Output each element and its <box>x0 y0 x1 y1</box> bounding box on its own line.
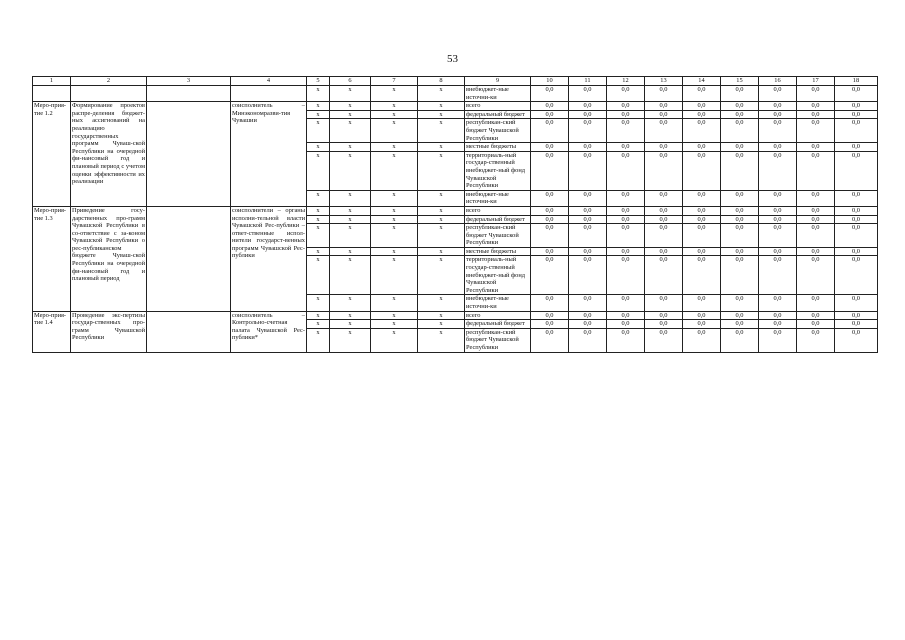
value-cell: 0,0 <box>759 190 797 206</box>
x-mark-cell: х <box>418 215 465 224</box>
x-mark-cell: х <box>418 151 465 190</box>
value-cell: 0,0 <box>797 86 835 102</box>
value-cell: 0,0 <box>835 224 878 248</box>
value-cell: 0,0 <box>645 295 683 311</box>
x-mark-cell: х <box>307 215 330 224</box>
value-cell: 0,0 <box>607 86 645 102</box>
column-number: 6 <box>330 77 371 86</box>
x-mark-cell: х <box>307 119 330 143</box>
x-mark-cell: х <box>371 224 418 248</box>
value-cell: 0,0 <box>759 295 797 311</box>
x-mark-cell: х <box>307 328 330 352</box>
value-cell: 0,0 <box>645 86 683 102</box>
value-cell: 0,0 <box>683 295 721 311</box>
column-number: 10 <box>531 77 569 86</box>
x-mark-cell: х <box>307 102 330 111</box>
value-cell: 0,0 <box>835 151 878 190</box>
measure-code: Меро-прия-тие 1.2 <box>33 102 71 207</box>
x-mark-cell: х <box>418 247 465 256</box>
value-cell: 0,0 <box>683 215 721 224</box>
funding-source: всего <box>465 311 531 320</box>
value-cell: 0,0 <box>759 215 797 224</box>
value-cell: 0,0 <box>531 102 569 111</box>
empty-cell <box>231 86 307 102</box>
x-mark-cell: х <box>330 102 371 111</box>
value-cell: 0,0 <box>835 247 878 256</box>
measure-col-3 <box>147 311 231 352</box>
x-mark-cell: х <box>330 151 371 190</box>
funding-source: территориаль-ный государ-ственный внебюджет-ный фонд Чувашской Республики <box>465 256 531 295</box>
x-mark-cell: х <box>371 110 418 119</box>
x-mark-cell: х <box>307 256 330 295</box>
x-mark-cell: х <box>307 190 330 206</box>
value-cell: 0,0 <box>683 86 721 102</box>
x-mark-cell: х <box>371 295 418 311</box>
value-cell: 0,0 <box>569 295 607 311</box>
measure-executor: соисполнитель – Контрольно-счетная палата Чувашской Рес-публики* <box>231 311 307 352</box>
x-mark-cell: х <box>418 295 465 311</box>
x-mark-cell: х <box>307 224 330 248</box>
value-cell: 0,0 <box>683 151 721 190</box>
value-cell: 0,0 <box>569 110 607 119</box>
value-cell: 0,0 <box>759 256 797 295</box>
value-cell: 0,0 <box>721 247 759 256</box>
value-cell: 0,0 <box>759 143 797 152</box>
x-mark-cell: х <box>418 206 465 215</box>
x-mark-cell: х <box>330 247 371 256</box>
x-mark-cell: х <box>371 86 418 102</box>
x-mark-cell: х <box>371 143 418 152</box>
measure-name: Формирование проектов распре-деления бюджет-ных ассигнований на реализацию государственных программ Чуваш-ской Республики на очередной фи-нансовый год и плановый период с учетом оценки эффективности их реализации <box>71 102 147 207</box>
value-cell: 0,0 <box>759 119 797 143</box>
value-cell: 0,0 <box>645 215 683 224</box>
column-number: 4 <box>231 77 307 86</box>
x-mark-cell: х <box>330 295 371 311</box>
measure-col-3 <box>147 206 231 311</box>
x-mark-cell: х <box>371 256 418 295</box>
value-cell: 0,0 <box>569 311 607 320</box>
x-mark-cell: х <box>418 119 465 143</box>
value-cell: 0,0 <box>531 215 569 224</box>
value-cell: 0,0 <box>531 151 569 190</box>
value-cell: 0,0 <box>607 311 645 320</box>
column-number: 14 <box>683 77 721 86</box>
funding-source: республикан-ский бюджет Чувашской Республики <box>465 119 531 143</box>
value-cell: 0,0 <box>607 320 645 329</box>
x-mark-cell: х <box>307 143 330 152</box>
value-cell: 0,0 <box>569 143 607 152</box>
budget-table <box>32 76 878 353</box>
x-mark-cell: х <box>371 206 418 215</box>
x-mark-cell: х <box>371 320 418 329</box>
value-cell: 0,0 <box>683 224 721 248</box>
funding-source: всего <box>465 102 531 111</box>
x-mark-cell: х <box>307 311 330 320</box>
measure-name: Проведение экс-пертизы государ-ственных про-грамм Чувашской Республики <box>71 311 147 352</box>
funding-source: внебюджет-ные источни-ки <box>465 295 531 311</box>
x-mark-cell: х <box>330 320 371 329</box>
value-cell: 0,0 <box>531 224 569 248</box>
x-mark-cell: х <box>330 224 371 248</box>
value-cell: 0,0 <box>683 206 721 215</box>
value-cell: 0,0 <box>645 328 683 352</box>
value-cell: 0,0 <box>569 328 607 352</box>
value-cell: 0,0 <box>759 110 797 119</box>
value-cell: 0,0 <box>835 295 878 311</box>
x-mark-cell: х <box>418 256 465 295</box>
value-cell: 0,0 <box>531 295 569 311</box>
x-mark-cell: х <box>330 119 371 143</box>
value-cell: 0,0 <box>759 86 797 102</box>
value-cell: 0,0 <box>797 110 835 119</box>
value-cell: 0,0 <box>683 247 721 256</box>
value-cell: 0,0 <box>645 102 683 111</box>
x-mark-cell: х <box>330 328 371 352</box>
value-cell: 0,0 <box>569 320 607 329</box>
value-cell: 0,0 <box>683 190 721 206</box>
value-cell: 0,0 <box>607 151 645 190</box>
value-cell: 0,0 <box>607 110 645 119</box>
value-cell: 0,0 <box>835 320 878 329</box>
measure-executor: соисполнители – органы исполни-тельной власти Чувашской Рес-публики – ответ-ственные испол-нители государст-венных программ Чувашской Рес-публики <box>231 206 307 311</box>
value-cell: 0,0 <box>759 151 797 190</box>
value-cell: 0,0 <box>721 328 759 352</box>
value-cell: 0,0 <box>683 102 721 111</box>
value-cell: 0,0 <box>835 311 878 320</box>
value-cell: 0,0 <box>797 151 835 190</box>
value-cell: 0,0 <box>721 110 759 119</box>
value-cell: 0,0 <box>569 86 607 102</box>
value-cell: 0,0 <box>531 320 569 329</box>
value-cell: 0,0 <box>835 102 878 111</box>
measure-name: Приведение госу-дарственных про-грамм Чувашской Республики в со-ответствие с за-коном Чувашской Республики о рес-публиканском бюджете Чуваш-ской Республики на очередной фи-нансовый год и плановый период <box>71 206 147 311</box>
column-number: 9 <box>465 77 531 86</box>
value-cell: 0,0 <box>645 110 683 119</box>
value-cell: 0,0 <box>721 320 759 329</box>
page-number: 53 <box>447 53 458 65</box>
table-row <box>33 86 878 102</box>
value-cell: 0,0 <box>531 86 569 102</box>
x-mark-cell: х <box>371 190 418 206</box>
column-number: 3 <box>147 77 231 86</box>
value-cell: 0,0 <box>645 247 683 256</box>
value-cell: 0,0 <box>569 224 607 248</box>
value-cell: 0,0 <box>759 206 797 215</box>
value-cell: 0,0 <box>797 256 835 295</box>
value-cell: 0,0 <box>797 206 835 215</box>
value-cell: 0,0 <box>721 295 759 311</box>
x-mark-cell: х <box>307 295 330 311</box>
table-row <box>33 102 878 111</box>
value-cell: 0,0 <box>531 119 569 143</box>
value-cell: 0,0 <box>645 224 683 248</box>
x-mark-cell: х <box>307 86 330 102</box>
column-number: 5 <box>307 77 330 86</box>
x-mark-cell: х <box>371 119 418 143</box>
value-cell: 0,0 <box>569 102 607 111</box>
value-cell: 0,0 <box>797 295 835 311</box>
x-mark-cell: х <box>330 215 371 224</box>
value-cell: 0,0 <box>683 320 721 329</box>
funding-source: федеральный бюджет <box>465 215 531 224</box>
value-cell: 0,0 <box>721 86 759 102</box>
column-number: 17 <box>797 77 835 86</box>
column-number: 7 <box>371 77 418 86</box>
x-mark-cell: х <box>418 328 465 352</box>
empty-cell <box>147 86 231 102</box>
table-row <box>33 206 878 215</box>
table-row <box>33 311 878 320</box>
x-mark-cell: х <box>307 320 330 329</box>
value-cell: 0,0 <box>721 102 759 111</box>
value-cell: 0,0 <box>797 119 835 143</box>
value-cell: 0,0 <box>721 224 759 248</box>
measure-code: Меро-прия-тие 1.3 <box>33 206 71 311</box>
x-mark-cell: х <box>418 110 465 119</box>
x-mark-cell: х <box>330 256 371 295</box>
value-cell: 0,0 <box>759 311 797 320</box>
measure-col-3 <box>147 102 231 207</box>
value-cell: 0,0 <box>797 247 835 256</box>
value-cell: 0,0 <box>645 256 683 295</box>
value-cell: 0,0 <box>797 320 835 329</box>
value-cell: 0,0 <box>797 102 835 111</box>
column-number: 13 <box>645 77 683 86</box>
value-cell: 0,0 <box>607 206 645 215</box>
x-mark-cell: х <box>418 102 465 111</box>
value-cell: 0,0 <box>607 295 645 311</box>
value-cell: 0,0 <box>759 320 797 329</box>
x-mark-cell: х <box>418 311 465 320</box>
value-cell: 0,0 <box>607 328 645 352</box>
column-number: 16 <box>759 77 797 86</box>
value-cell: 0,0 <box>607 143 645 152</box>
x-mark-cell: х <box>307 247 330 256</box>
value-cell: 0,0 <box>797 143 835 152</box>
funding-source: местные бюджеты <box>465 143 531 152</box>
value-cell: 0,0 <box>835 110 878 119</box>
value-cell: 0,0 <box>645 311 683 320</box>
value-cell: 0,0 <box>645 143 683 152</box>
measure-code: Меро-прия-тие 1.4 <box>33 311 71 352</box>
value-cell: 0,0 <box>721 119 759 143</box>
x-mark-cell: х <box>371 215 418 224</box>
value-cell: 0,0 <box>835 190 878 206</box>
value-cell: 0,0 <box>531 328 569 352</box>
value-cell: 0,0 <box>835 86 878 102</box>
column-number: 1 <box>33 77 71 86</box>
value-cell: 0,0 <box>531 311 569 320</box>
column-number: 18 <box>835 77 878 86</box>
value-cell: 0,0 <box>645 151 683 190</box>
value-cell: 0,0 <box>835 256 878 295</box>
value-cell: 0,0 <box>531 206 569 215</box>
value-cell: 0,0 <box>797 328 835 352</box>
value-cell: 0,0 <box>759 328 797 352</box>
value-cell: 0,0 <box>645 190 683 206</box>
value-cell: 0,0 <box>683 110 721 119</box>
x-mark-cell: х <box>330 206 371 215</box>
value-cell: 0,0 <box>569 151 607 190</box>
column-number: 11 <box>569 77 607 86</box>
value-cell: 0,0 <box>569 247 607 256</box>
value-cell: 0,0 <box>531 247 569 256</box>
value-cell: 0,0 <box>607 256 645 295</box>
funding-source: республикан-ский бюджет Чувашской Республики <box>465 328 531 352</box>
value-cell: 0,0 <box>759 224 797 248</box>
value-cell: 0,0 <box>569 206 607 215</box>
x-mark-cell: х <box>330 190 371 206</box>
value-cell: 0,0 <box>531 110 569 119</box>
value-cell: 0,0 <box>835 119 878 143</box>
x-mark-cell: х <box>418 190 465 206</box>
value-cell: 0,0 <box>569 215 607 224</box>
x-mark-cell: х <box>307 110 330 119</box>
x-mark-cell: х <box>418 224 465 248</box>
measure-executor: соисполнитель – Минэкономразви-тия Чувашии <box>231 102 307 207</box>
value-cell: 0,0 <box>759 102 797 111</box>
value-cell: 0,0 <box>797 215 835 224</box>
value-cell: 0,0 <box>721 190 759 206</box>
value-cell: 0,0 <box>721 256 759 295</box>
x-mark-cell: х <box>330 110 371 119</box>
x-mark-cell: х <box>330 143 371 152</box>
funding-source: внебюджет-ные источни-ки <box>465 190 531 206</box>
value-cell: 0,0 <box>721 151 759 190</box>
value-cell: 0,0 <box>797 190 835 206</box>
value-cell: 0,0 <box>797 311 835 320</box>
value-cell: 0,0 <box>721 206 759 215</box>
value-cell: 0,0 <box>835 328 878 352</box>
value-cell: 0,0 <box>645 320 683 329</box>
value-cell: 0,0 <box>645 206 683 215</box>
x-mark-cell: х <box>307 206 330 215</box>
value-cell: 0,0 <box>569 119 607 143</box>
column-number: 8 <box>418 77 465 86</box>
value-cell: 0,0 <box>645 119 683 143</box>
value-cell: 0,0 <box>607 215 645 224</box>
value-cell: 0,0 <box>759 247 797 256</box>
value-cell: 0,0 <box>531 256 569 295</box>
x-mark-cell: х <box>418 320 465 329</box>
x-mark-cell: х <box>371 151 418 190</box>
value-cell: 0,0 <box>835 143 878 152</box>
value-cell: 0,0 <box>721 215 759 224</box>
funding-source: всего <box>465 206 531 215</box>
funding-source: внебюджет-ные источни-ки <box>465 86 531 102</box>
value-cell: 0,0 <box>721 311 759 320</box>
empty-cell <box>71 86 147 102</box>
x-mark-cell: х <box>418 143 465 152</box>
value-cell: 0,0 <box>607 247 645 256</box>
value-cell: 0,0 <box>683 256 721 295</box>
funding-source: федеральный бюджет <box>465 110 531 119</box>
header-row <box>33 77 878 86</box>
value-cell: 0,0 <box>835 206 878 215</box>
value-cell: 0,0 <box>607 119 645 143</box>
value-cell: 0,0 <box>569 256 607 295</box>
value-cell: 0,0 <box>683 311 721 320</box>
value-cell: 0,0 <box>797 224 835 248</box>
value-cell: 0,0 <box>607 224 645 248</box>
value-cell: 0,0 <box>683 143 721 152</box>
value-cell: 0,0 <box>835 215 878 224</box>
x-mark-cell: х <box>371 247 418 256</box>
funding-source: местные бюджеты <box>465 247 531 256</box>
value-cell: 0,0 <box>721 143 759 152</box>
value-cell: 0,0 <box>683 119 721 143</box>
column-number: 12 <box>607 77 645 86</box>
value-cell: 0,0 <box>569 190 607 206</box>
value-cell: 0,0 <box>531 190 569 206</box>
column-number: 15 <box>721 77 759 86</box>
value-cell: 0,0 <box>607 102 645 111</box>
value-cell: 0,0 <box>607 190 645 206</box>
funding-source: республикан-ский бюджет Чувашской Республики <box>465 224 531 248</box>
value-cell: 0,0 <box>531 143 569 152</box>
x-mark-cell: х <box>371 328 418 352</box>
x-mark-cell: х <box>330 86 371 102</box>
funding-source: федеральный бюджет <box>465 320 531 329</box>
funding-source: территориаль-ный государ-ственный внебюджет-ный фонд Чувашской Республики <box>465 151 531 190</box>
column-number: 2 <box>71 77 147 86</box>
x-mark-cell: х <box>371 102 418 111</box>
empty-cell <box>33 86 71 102</box>
value-cell: 0,0 <box>683 328 721 352</box>
x-mark-cell: х <box>371 311 418 320</box>
x-mark-cell: х <box>307 151 330 190</box>
x-mark-cell: х <box>418 86 465 102</box>
x-mark-cell: х <box>330 311 371 320</box>
